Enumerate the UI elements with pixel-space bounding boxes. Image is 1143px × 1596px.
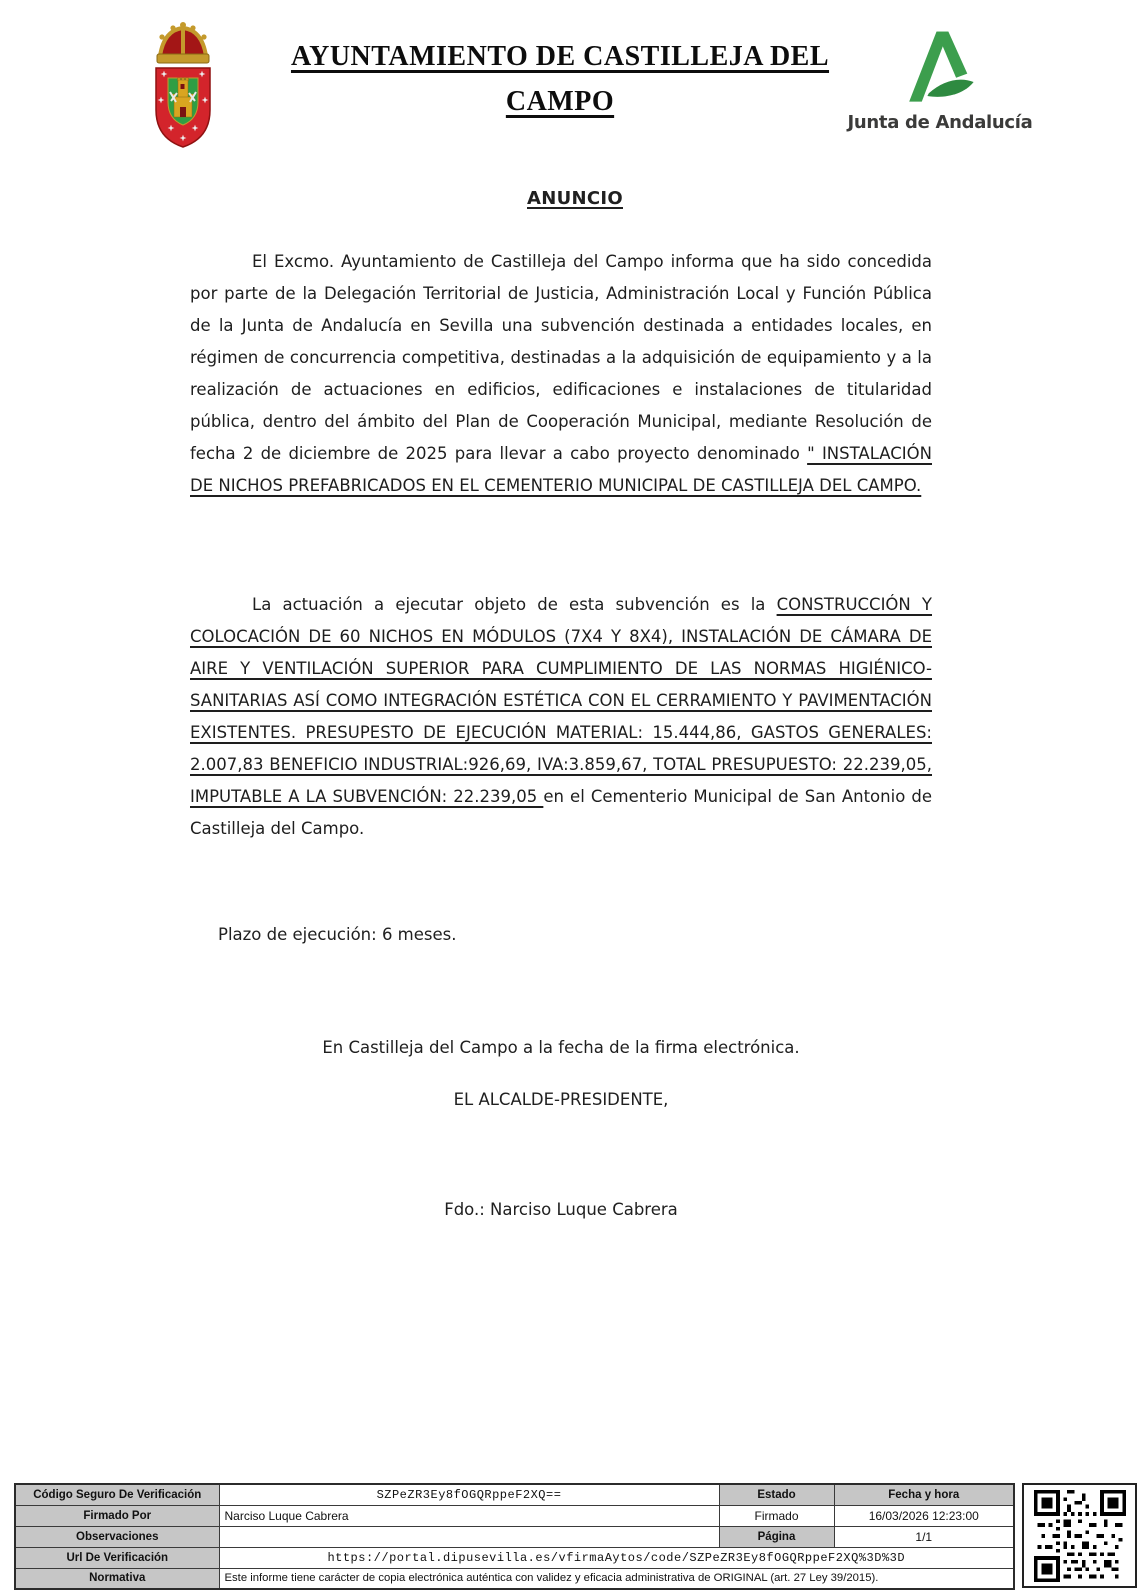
paragraph-works-tail: en el Cementerio Municipal de San Antonio de Castilleja del Campo. <box>190 787 932 838</box>
normativa-value: Este informe tiene carácter de copia electrónica auténtica con validez y eficacia administrativa de ORIGINAL (art. 27 Ley 39/2015). <box>219 1568 1014 1589</box>
pagina-value: 1/1 <box>834 1526 1014 1547</box>
project-name-underlined: " INSTALACIÓN DE NICHOS PREFABRICADOS EN EL CEMENTERIO MUNICIPAL DE CASTILLEJA DEL CAMPO. <box>190 444 932 495</box>
normativa-label: Normativa <box>15 1568 219 1589</box>
estado-header: Estado <box>719 1484 834 1505</box>
pagina-header: Página <box>719 1526 834 1547</box>
paragraph-works <box>190 589 932 845</box>
table-row <box>15 1526 1014 1547</box>
observaciones-label: Observaciones <box>15 1526 219 1547</box>
csv-label: Código Seguro De Verificación <box>15 1484 219 1505</box>
organization-title-line2: CAMPO <box>505 86 615 117</box>
organization-title-line1: AYUNTAMIENTO DE CASTILLEJA DEL <box>290 41 830 72</box>
table-row <box>15 1547 1014 1568</box>
paragraph-subvention-text: El Excmo. Ayuntamiento de Castilleja del Campo informa que ha sido concedida por parte de la Delegación Territorial de Justicia, Administración Local y Función Pública de la Junta de Andalucía en Sevilla una subvención destinada a entidades locales, en régimen de concurrencia competitiva, destinadas a la adquisición de equipamiento y a la realización de actuaciones en edificios, edificaciones e instalaciones de titularidad pública, dentro del ámbito del Plan de Cooperación Municipal, mediante Resolución de fecha 2 de diciembre de 2025 para llevar a cabo proyecto denominado <box>190 252 932 463</box>
junta-a-icon <box>898 26 982 110</box>
execution-period: Plazo de ejecución: 6 meses. <box>218 925 457 944</box>
qr-code-icon <box>1034 1490 1126 1582</box>
organization-title <box>240 34 880 124</box>
announcement-heading: ANUNCIO <box>527 188 623 209</box>
verification-table <box>14 1483 1015 1590</box>
estado-value: Firmado <box>719 1505 834 1526</box>
qr-code-box <box>1022 1483 1137 1588</box>
table-row <box>15 1568 1014 1589</box>
fecha-value: 16/03/2026 12:23:00 <box>834 1505 1014 1526</box>
paragraph-works-lead: La actuación a ejecutar objeto de esta subvención es la <box>252 595 777 614</box>
csv-value: SZPeZR3Ey8fOGQRppeF2XQ== <box>219 1484 719 1505</box>
signer-title: EL ALCALDE-PRESIDENTE, <box>453 1090 669 1109</box>
junta-de-andalucia-logo <box>845 26 1035 133</box>
coat-of-arms-icon <box>128 16 238 154</box>
junta-label: Junta de Andalucía <box>847 112 1033 133</box>
signature-name: Fdo.: Narciso Luque Cabrera <box>444 1200 678 1219</box>
works-description-underlined: CONSTRUCCIÓN Y COLOCACIÓN DE 60 NICHOS EN MÓDULOS (7X4 Y 8X4), INSTALACIÓN DE CÁMARA DE AIRE Y VENTILACIÓN SUPERIOR PARA CUMPLIMIENTO DE LAS NORMAS HIGIÉNICO-SANITARIAS ASÍ COMO INTEGRACIÓN ESTÉTICA CON EL CERRAMIENTO Y PAVIMENTACIÓN EXISTENTES. PRESUPESTO DE EJECUCIÓN MATERIAL: 15.444,86, GASTOS GENERALES: 2.007,83 BENEFICIO INDUSTRIAL:926,69, IVA:3.859,67, TOTAL PRESUPUESTO: 22.239,05, IMPUTABLE A LA SUBVENCIÓN: 22.239,05 <box>190 595 932 806</box>
table-row <box>15 1484 1014 1505</box>
observaciones-value <box>219 1526 719 1547</box>
verification-url-link[interactable]: https://portal.dipusevilla.es/vfirmaAytos/code/SZPeZR3Ey8fOGQRppeF2XQ%3D%3D <box>219 1547 1014 1568</box>
firmado-por-label: Firmado Por <box>15 1505 219 1526</box>
firmado-por-value: Narciso Luque Cabrera <box>219 1505 719 1526</box>
table-row <box>15 1505 1014 1526</box>
url-label: Url De Verificación <box>15 1547 219 1568</box>
place-and-date-line: En Castilleja del Campo a la fecha de la firma electrónica. <box>322 1038 800 1057</box>
paragraph-subvention <box>190 246 932 502</box>
fecha-header: Fecha y hora <box>834 1484 1014 1505</box>
